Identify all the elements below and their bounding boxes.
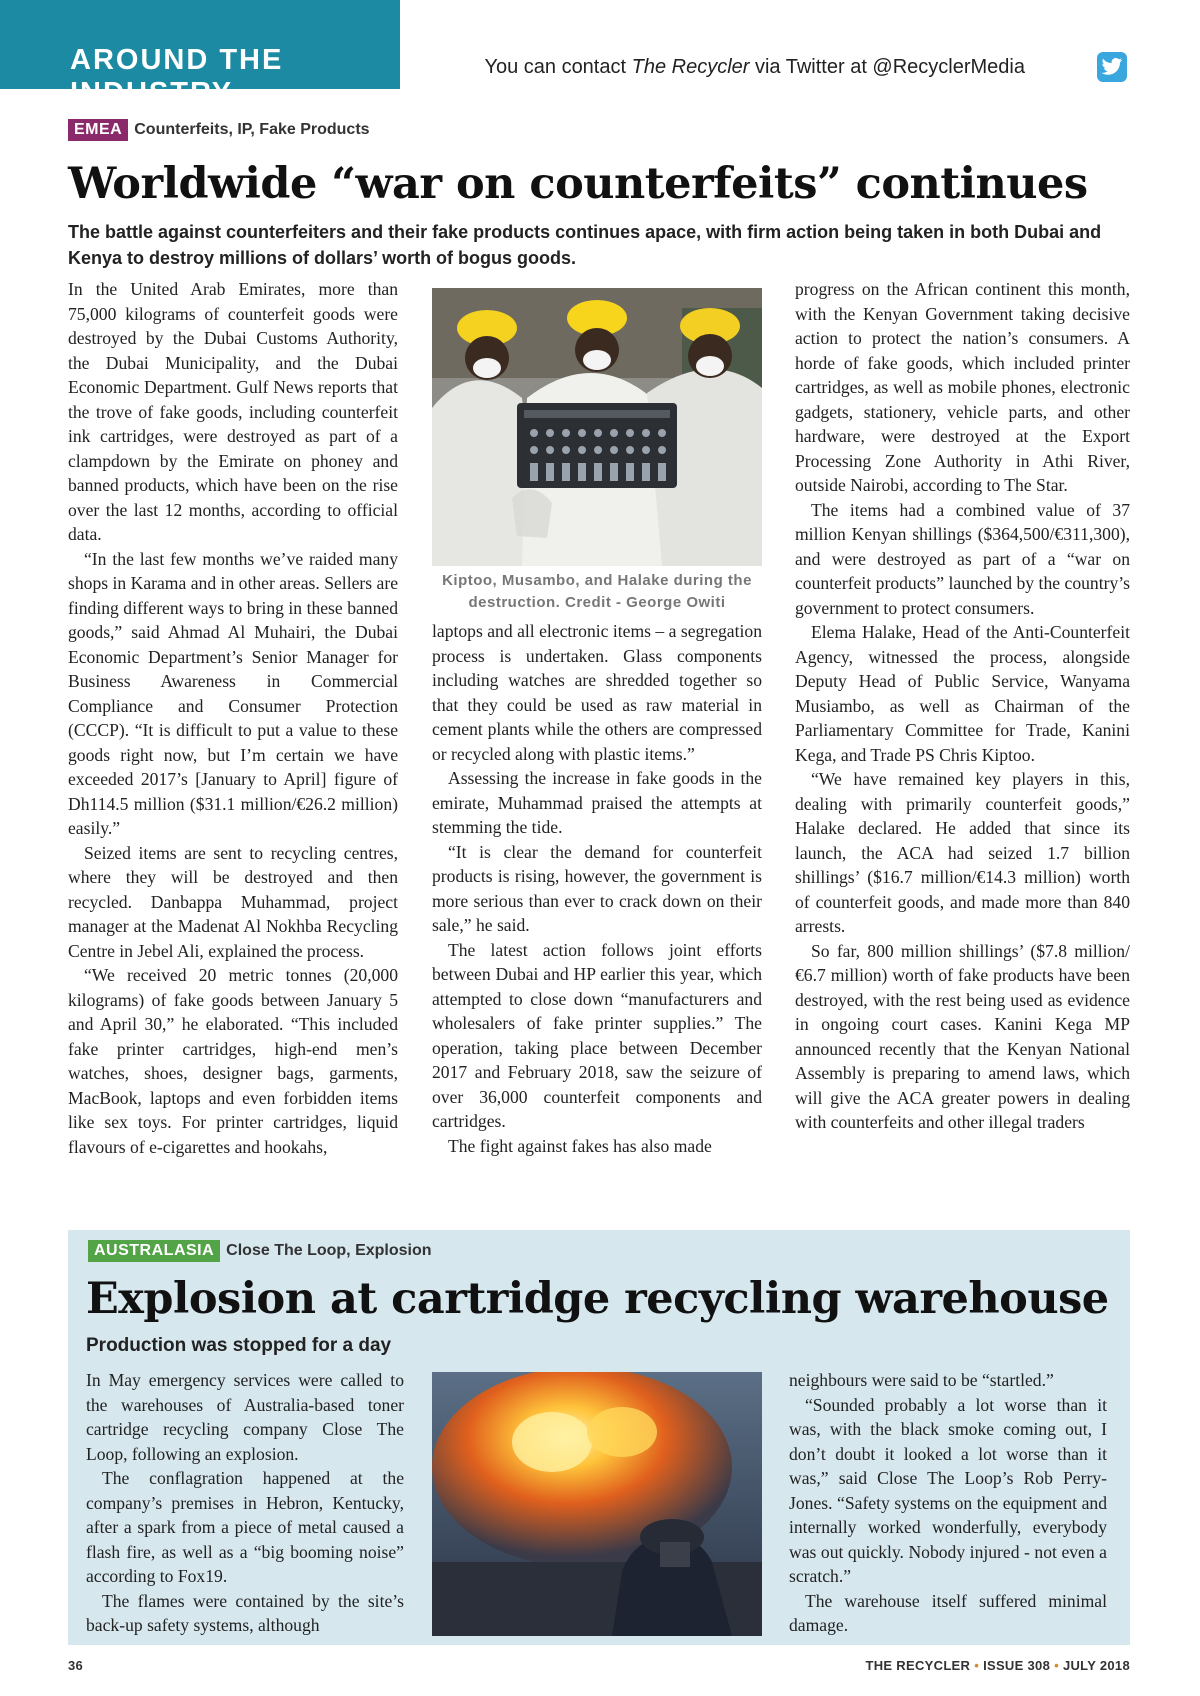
- paragraph: The flames were contained by the site’s back-up safety systems, although: [86, 1590, 404, 1635]
- paragraph: In May emergency services were called to the warehouses of Australia-based toner cartridge recycling company Close The Loop, following an explosion.: [86, 1370, 404, 1464]
- paragraph: Assessing the increase in fake goods in the emirate, Muhammad praised the attempts at stemming the tide.: [432, 768, 762, 837]
- paragraph: laptops and all electronic items – a segregation process is undertaken. Glass components including watches are shredded together so that they could be used as raw material in cement plants while the others are compressed or recycled along with plastic items.”: [432, 621, 762, 764]
- paragraph: So far, 800 million shillings’ ($7.8 million/€6.7 million) worth of fake products have been destroyed, with the rest being used as evidence in ongoing court cases. Kanini Kega MP announced recently that the Kenyan National Assembly is preparing to amend laws, which will give the ACA greater powers in dealing with counterfeits and other illegal traders: [795, 940, 1130, 1132]
- warehouse-fire-photo: [432, 1372, 762, 1636]
- publication-name: The Recycler: [631, 56, 750, 78]
- paragraph: The fight against fakes has also made: [448, 1135, 712, 1156]
- paragraph: neighbours were said to be “startled.”: [789, 1370, 1054, 1390]
- paragraph: “It is clear the demand for counterfeit products is rising, however, the government is more serious than ever to crack down on their sale,” he said.: [432, 841, 762, 935]
- paragraph: In the United Arab Emirates, more than 75,000 kilograms of counterfeit goods were destroyed by the Dubai Customs Authority, the Dubai Municipality, and the Dubai Economic Department. Gulf News reports that the trove of fake goods, including counterfeit ink cartridges, were destroyed as part of a clampdown by the Emirate on phoney and banned products, which have been on the rise over the last 12 months, according to official data.: [68, 279, 398, 544]
- twitter-bird-icon[interactable]: [1097, 52, 1127, 82]
- twitter-handle[interactable]: via Twitter at @RecyclerMedia: [749, 56, 1025, 78]
- article2-headline: Explosion at cartridge recycling warehouse: [86, 1274, 1109, 1324]
- paragraph: “Sounded probably a lot worse than it was, with the black smoke coming out, I don’t doubt it looked a lot worse than it was,” said Close The Loop’s Rob Perry-Jones. “Safety systems on the equipment and internally worked wonderfully, everybody was out quickly. Nobody injured - not even a scratch.”: [789, 1394, 1107, 1586]
- article2-topics: Close The Loop, Explosion: [226, 1242, 432, 1259]
- article1-topics: Counterfeits, IP, Fake Products: [134, 121, 370, 138]
- paragraph: The items had a combined value of 37 million Kenyan shillings ($364,500/€311,300), and were destroyed as part of a “war on counterfeit products” launched by the country’s government to protect consumers.: [795, 499, 1130, 618]
- paragraph: “In the last few months we’ve raided many shops in Karama and in other areas. Sellers are finding different ways to bring in these banned goods,” said Ahmad Al Muhairi, the Dubai Economic Department’s Senior Manager for Business Awareness in Commercial Compliance and Consumer Protection (CCCP). “It is difficult to put a value to these goods right now, but I’m certain we have exceeded 2017’s [January to April] figure of Dh114.5 million ($31.1 million/€26.2 million) easily.”: [68, 548, 398, 838]
- paragraph: Seized items are sent to recycling centres, where they will be destroyed and then recycled. Danbappa Muhammad, project manager at the Madenat Al Nokhba Recycling Centre in Jebel Ali, explained the process.: [68, 842, 398, 961]
- article2-column-3: [789, 1368, 1107, 1638]
- twitter-contact-line: You can contact The Recycler via Twitter at @RecyclerMedia: [484, 56, 1025, 78]
- article2-tagline: [88, 1240, 432, 1262]
- article1-column-2: [432, 619, 762, 1158]
- page-number: 36: [68, 1658, 84, 1673]
- article2-standfirst: Production was stopped for a day: [86, 1335, 392, 1356]
- paragraph: “We received 20 metric tonnes (20,000 kilograms) of fake goods between January 5 and April 30,” he elaborated. “This included fake printer cartridges, high-end men’s watches, shoes, designer bags, garments, MacBook, laptops and even forbidden items like sex toys. For printer cartridges, liquid flavours of e-cigarettes and hookahs,: [68, 965, 398, 1157]
- section-header: AROUND THE INDUSTRY: [0, 0, 400, 89]
- paragraph: progress on the African continent this month, with the Kenyan Government taking decisive action to protect the nation’s consumers. A horde of fake goods, which included printer cartridges, as well as mobile phones, electronic gadgets, stationery, vehicle parts, and other hardware, were destroyed at the Export Processing Zone Authority in Athi River, outside Nairobi, according to The Star.: [795, 279, 1130, 495]
- counterfeit-destruction-photo: [432, 288, 762, 566]
- article2-column-1: [86, 1368, 404, 1638]
- article1-headline: Worldwide “war on counterfeits” continues: [68, 159, 1088, 209]
- footer-publication-info: THE RECYCLER • ISSUE 308 • JULY 2018: [865, 1658, 1130, 1673]
- paragraph: The conflagration happened at the company’s premises in Hebron, Kentucky, after a spark from a piece of metal caused a flash fire, as well as a “big booming noise” according to Fox19.: [86, 1468, 404, 1586]
- region-tag-emea[interactable]: EMEA: [68, 119, 128, 141]
- paragraph: The latest action follows joint efforts between Dubai and HP earlier this year, which attempted to close down “manufacturers and wholesalers of fake printer supplies.” The operation, taking place between December 2017 and February 2018, saw the seizure of over 36,000 counterfeit components and cartridges.: [432, 939, 762, 1131]
- photo-caption: Kiptoo, Musambo, and Halake during the destruction. Credit - George Owiti: [442, 572, 752, 611]
- article1-standfirst: The battle against counterfeiters and their fake products continues apace, with firm action being taken in both Dubai and Kenya to destroy millions of dollars’ worth of bogus goods.: [68, 222, 1102, 268]
- region-tag-australasia[interactable]: AUSTRALASIA: [88, 1240, 220, 1262]
- article1-column-1: [68, 277, 398, 1159]
- paragraph: “We have remained key players in this, dealing with primarily counterfeit goods,” Halake declared. He added that since its launch, the ACA had seized 1.7 billion shillings’ ($16.7 million/€14.3 million) worth of counterfeit goods, and made more than 840 arrests.: [795, 769, 1130, 936]
- paragraph: Elema Halake, Head of the Anti-Counterfeit Agency, witnessed the process, alongside Deputy Head of Public Service, Wanyama Musiambo, as well as Chairman of the Parliamentary Committee for Trade, Kanini Kega, and Trade PS Chris Kiptoo.: [795, 622, 1130, 765]
- article1-tagline: [68, 119, 370, 141]
- paragraph: The warehouse itself suffered minimal damage.: [789, 1590, 1107, 1635]
- article1-column-3: [795, 277, 1130, 1135]
